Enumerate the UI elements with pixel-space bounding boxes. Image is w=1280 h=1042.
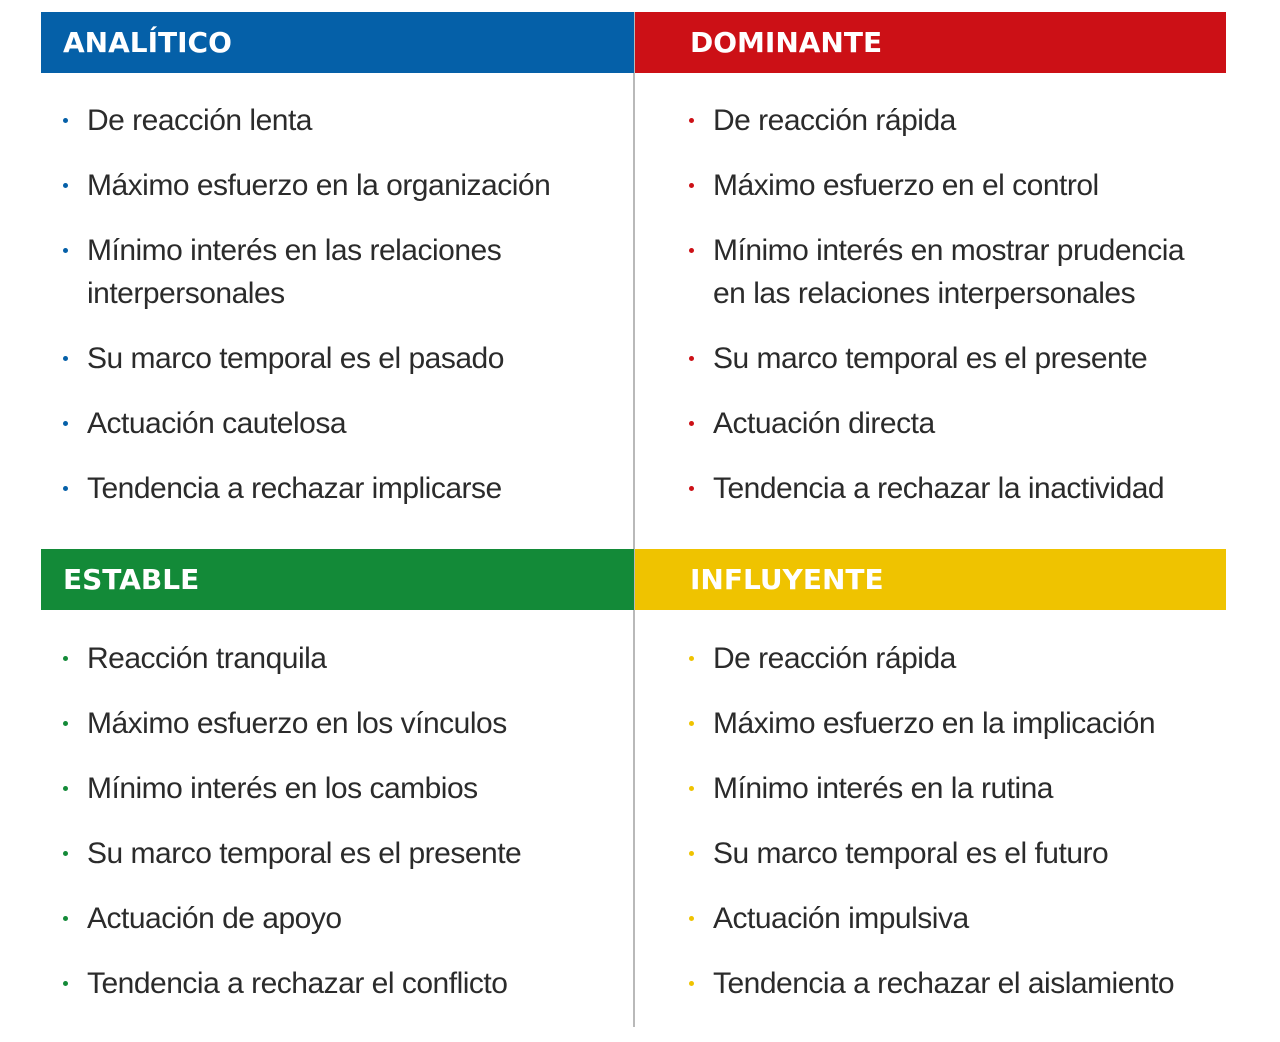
quadrant-header	[635, 12, 1226, 73]
quadrant-title: ANALÍTICO	[63, 26, 232, 59]
bullet-icon	[689, 421, 694, 426]
list-item-text: De reacción lenta	[87, 104, 312, 137]
list-item	[635, 164, 1228, 207]
quadrant-header	[635, 549, 1226, 610]
list-item-text: Su marco temporal es el presente	[713, 342, 1148, 375]
list-item	[41, 767, 634, 810]
bullet-icon	[63, 916, 68, 921]
list-item	[41, 337, 634, 380]
bullet-icon	[689, 981, 694, 986]
quadrant-title: ESTABLE	[63, 563, 200, 596]
item-list	[41, 73, 634, 510]
bullet-icon	[63, 248, 68, 253]
bullet-icon	[689, 786, 694, 791]
quadrant-header	[41, 12, 634, 73]
list-item	[635, 767, 1228, 810]
list-item	[41, 467, 634, 510]
list-item-text: Tendencia a rechazar implicarse	[87, 472, 502, 505]
list-item-text: Mínimo interés en las relaciones interpersonales	[87, 234, 502, 310]
list-item	[41, 897, 634, 940]
list-item-text: Tendencia a rechazar el conflicto	[87, 967, 508, 1000]
bullet-icon	[689, 248, 694, 253]
list-item	[635, 229, 1228, 315]
quadrant-influyente	[635, 549, 1228, 1027]
list-item	[635, 832, 1228, 875]
bullet-icon	[63, 721, 68, 726]
list-item-text: Su marco temporal es el pasado	[87, 342, 504, 375]
bullet-icon	[63, 421, 68, 426]
bullet-icon	[63, 981, 68, 986]
list-item-text: Actuación cautelosa	[87, 407, 347, 440]
list-item-text: Máximo esfuerzo en el control	[713, 169, 1099, 202]
list-item-text: Mínimo interés en la rutina	[713, 772, 1053, 805]
list-item	[41, 962, 634, 1005]
list-item-text: Reacción tranquila	[87, 642, 327, 675]
bullet-icon	[63, 356, 68, 361]
list-item-text: Mínimo interés en mostrar prudencia en las relaciones interpersonales	[713, 234, 1185, 310]
item-list	[41, 610, 634, 1005]
item-list	[635, 610, 1228, 1005]
list-item	[635, 897, 1228, 940]
list-item	[41, 164, 634, 207]
list-item	[635, 402, 1228, 445]
list-item	[41, 402, 634, 445]
quadrant-title: INFLUYENTE	[690, 563, 884, 596]
list-item	[635, 99, 1228, 142]
list-item-text: Tendencia a rechazar la inactividad	[713, 472, 1165, 505]
list-item	[635, 337, 1228, 380]
list-item-text: Máximo esfuerzo en la implicación	[713, 707, 1156, 740]
list-item	[635, 467, 1228, 510]
list-item	[41, 702, 634, 745]
bullet-icon	[63, 851, 68, 856]
bullet-icon	[689, 851, 694, 856]
bullet-icon	[63, 183, 68, 188]
bullet-icon	[689, 486, 694, 491]
bullet-icon	[63, 786, 68, 791]
list-item-text: De reacción rápida	[713, 104, 956, 137]
item-list	[635, 73, 1228, 510]
list-item-text: Su marco temporal es el presente	[87, 837, 522, 870]
list-item	[635, 637, 1228, 680]
list-item-text: Actuación de apoyo	[87, 902, 342, 935]
list-item	[41, 229, 634, 315]
list-item	[41, 637, 634, 680]
bullet-icon	[689, 721, 694, 726]
quadrant-dominante	[635, 12, 1228, 532]
quadrant-analitico	[41, 12, 634, 532]
list-item-text: Actuación directa	[713, 407, 935, 440]
quadrant-header	[41, 549, 634, 610]
list-item-text: Actuación impulsiva	[713, 902, 969, 935]
bullet-icon	[689, 916, 694, 921]
bullet-icon	[689, 183, 694, 188]
list-item	[635, 702, 1228, 745]
quadrant-title: DOMINANTE	[690, 26, 883, 59]
bullet-icon	[63, 486, 68, 491]
list-item-text: Mínimo interés en los cambios	[87, 772, 478, 805]
bullet-icon	[689, 356, 694, 361]
quadrant-estable	[41, 549, 634, 1027]
list-item-text: Su marco temporal es el futuro	[713, 837, 1109, 870]
bullet-icon	[689, 656, 694, 661]
bullet-icon	[689, 118, 694, 123]
list-item	[41, 99, 634, 142]
list-item-text: Máximo esfuerzo en la organización	[87, 169, 551, 202]
list-item-text: Máximo esfuerzo en los vínculos	[87, 707, 507, 740]
bullet-icon	[63, 656, 68, 661]
list-item-text: Tendencia a rechazar el aislamiento	[713, 967, 1175, 1000]
bullet-icon	[63, 118, 68, 123]
list-item-text: De reacción rápida	[713, 642, 956, 675]
list-item	[635, 962, 1228, 1005]
list-item	[41, 832, 634, 875]
